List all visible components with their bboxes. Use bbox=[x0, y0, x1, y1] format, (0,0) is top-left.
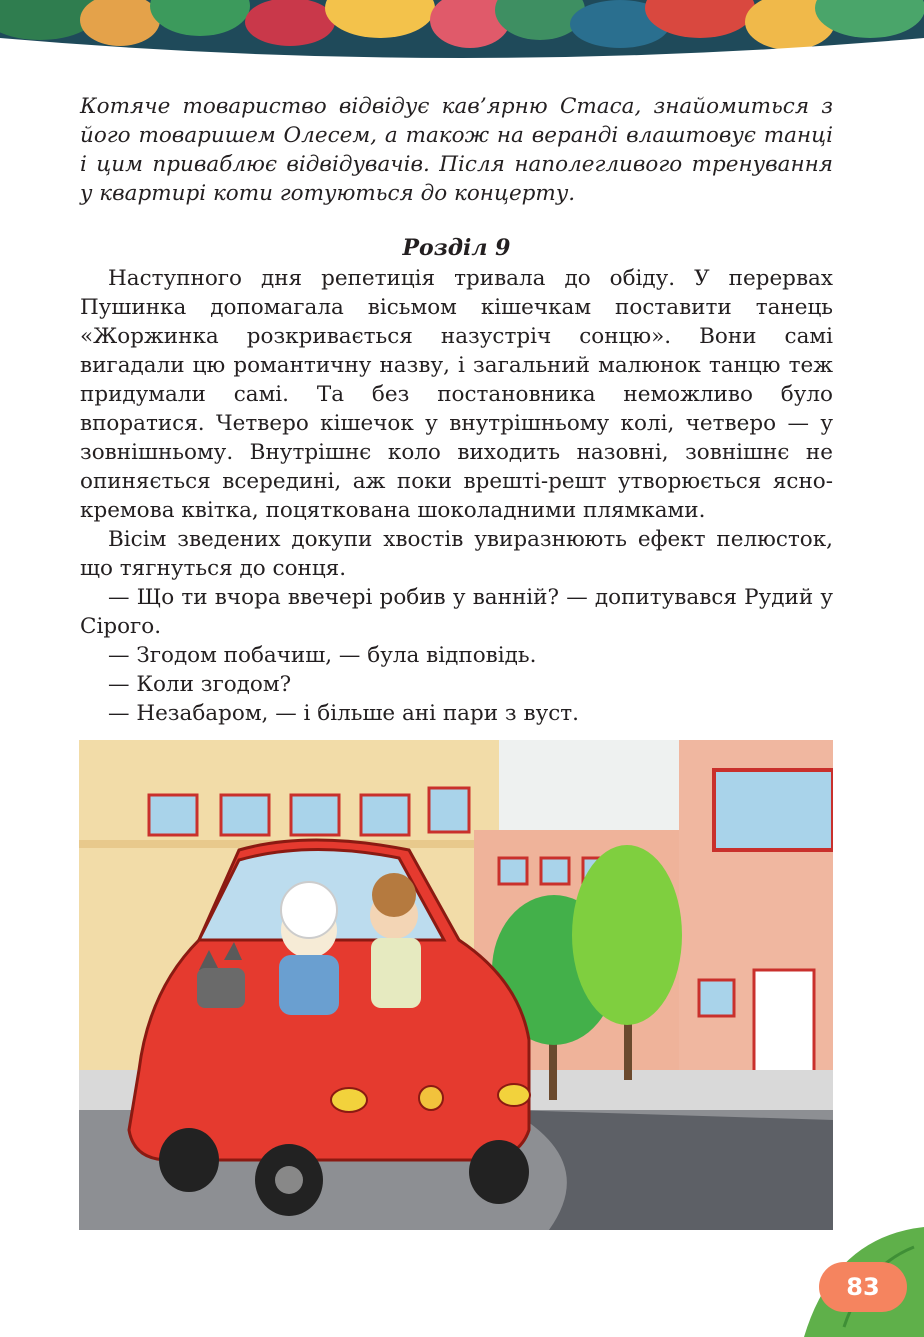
paragraph: — Що ти вчора ввечері робив у ванній? — допитувався Рудий у Сірого. bbox=[80, 585, 833, 639]
chapter-title: Розділ 9 bbox=[402, 235, 511, 261]
top-decorative-banner bbox=[0, 0, 924, 62]
car-illustration bbox=[79, 740, 833, 1230]
summary-text: Котяче товариство відвідує кав’ярню Стаса, знайомиться з його товаришем Олесем, а також на веранді влаштовує танці і цим приваблює відвідувачів. Після наполегливого тренування у квартирі коти готуються до концерту. bbox=[80, 94, 833, 206]
paragraph: Наступного дня репетиція тривала до обіду. У перервах Пушинка допомагала вісьмом кішечкам поставити танець «Жоржинка розкривається назустріч сонцю». Вони самі вигадали цю романтичну назву, і загальний малюнок танцю теж придумали самі. Та без постановника неможливо було впоратися. Четверо кішечок у внутрішньому колі, четверо — у зовнішньому. Внутрішнє коло виходить назовні, зовнішнє не опиняється всередині, аж поки врешті-решт утворюється ясно-кремова квітка, поцяткована шоколадними плямками. bbox=[80, 266, 833, 523]
paragraph: — Згодом побачиш, — була відповідь. bbox=[108, 643, 537, 668]
page-number: 83 bbox=[819, 1262, 907, 1312]
city-car-illustration-icon bbox=[79, 740, 833, 1230]
paragraph: Вісім зведених докупи хвостів увиразнюють ефект пелюсток, що тягнуться до сонця. bbox=[80, 527, 833, 581]
chapter-body bbox=[80, 264, 833, 728]
floral-banner-icon bbox=[0, 0, 924, 62]
chapter-summary bbox=[80, 92, 833, 208]
paragraph: — Незабаром, — і більше ані пари з вуст. bbox=[108, 701, 580, 726]
paragraph: — Коли згодом? bbox=[108, 672, 292, 697]
